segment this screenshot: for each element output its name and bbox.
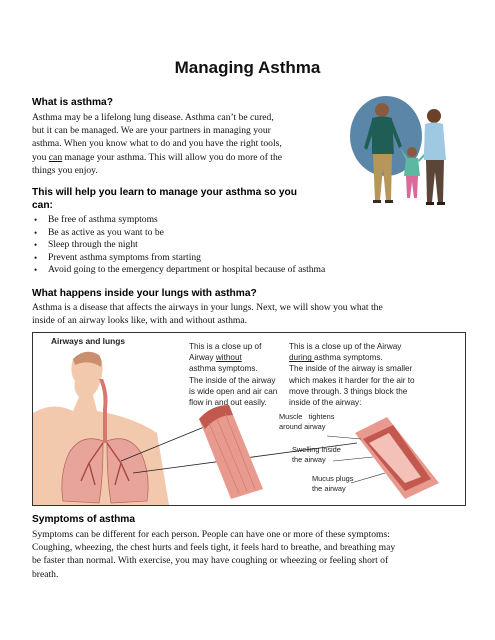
text-line: inside of an airway looks like, with and without asthma. xyxy=(32,315,248,327)
emphasis-can: can xyxy=(48,151,63,163)
callout-line-text: around airway xyxy=(279,422,326,431)
emphasis-during: during xyxy=(289,353,315,363)
text-line: This is a close up of xyxy=(189,342,262,351)
text-line: This is a close up of the Airway xyxy=(289,342,402,351)
text-fragment: you xyxy=(32,151,47,163)
father-shoe xyxy=(373,200,381,203)
child-shirt xyxy=(404,158,420,176)
inside-heading: What happens inside your lungs with asthma? xyxy=(32,288,257,299)
bullet-item: • Prevent asthma symptoms from starting xyxy=(32,252,472,265)
text-line: but it can be managed. We are your partners in managing your xyxy=(32,125,271,137)
father-pants xyxy=(373,154,392,200)
bullet-item: • Avoid going to the emergency department or hospital because of asthma xyxy=(32,264,472,277)
father-shoe xyxy=(385,200,393,203)
callout-swelling xyxy=(292,445,341,465)
text-line: asthma. When you know what to do and you have the right tools, xyxy=(32,138,282,150)
text-line: inside of the airway: xyxy=(289,398,362,408)
text-line: The inside of the airway is smaller xyxy=(289,364,413,374)
text-fragment: Airway xyxy=(189,353,216,363)
text-line: be faster than normal. With exercise, you may have coughing or wheezing or feeling short of xyxy=(32,555,389,567)
text-line xyxy=(32,151,332,164)
callout-line-text: Mucus plugs xyxy=(312,474,354,483)
callout-muscle xyxy=(279,412,334,432)
mother-shoe xyxy=(426,202,434,205)
symptoms-paragraph xyxy=(32,528,482,581)
text-line: Asthma may be a lifelong lung disease. Asthma can’t be cured, xyxy=(32,112,274,123)
text-line: flow in and out easily. xyxy=(189,398,267,408)
text-line: Asthma is a disease that affects the airways in your lungs. Next, we will show you what the xyxy=(32,302,383,313)
text-line: Coughing, wheezing, the chest hurts and feels tight, it feels hard to breathe, and breathing may xyxy=(32,542,396,554)
child-head xyxy=(407,147,417,157)
father-head xyxy=(375,103,389,117)
text-fragment: asthma symptoms. xyxy=(314,353,383,363)
child-pants xyxy=(406,176,418,198)
callout-line xyxy=(327,436,361,439)
callout-mucus xyxy=(312,474,354,494)
mother-head xyxy=(427,109,441,123)
callout-line-text: the airway xyxy=(292,455,326,464)
callout-line-text: the airway xyxy=(312,484,346,493)
learn-heading xyxy=(32,186,362,212)
inside-paragraph xyxy=(32,301,482,327)
mother-shoe xyxy=(437,202,445,205)
text-line: is wide open and air can xyxy=(189,386,278,396)
callout-line-text: Muscle tightens xyxy=(279,412,335,421)
symptoms-heading: Symptoms of asthma xyxy=(32,514,136,525)
learn-bullet-list xyxy=(32,214,472,277)
text-line: breath. xyxy=(32,568,59,580)
text-line: Symptoms can be different for each person. People can have one or more of these symptoms: xyxy=(32,529,390,540)
heading-line: This will help you learn to manage your asthma so you xyxy=(32,187,297,198)
text-line xyxy=(289,352,459,363)
what-is-paragraph xyxy=(32,111,332,177)
text-line: things you enjoy. xyxy=(32,164,98,176)
mother-pants xyxy=(426,160,444,202)
callout-line-text: Swelling inside xyxy=(292,445,341,454)
bullet-item: • Be as active as you want to be xyxy=(32,227,472,240)
during-symptoms-text xyxy=(289,341,459,408)
text-fragment: manage your asthma. This will allow you do more of the xyxy=(62,151,283,163)
text-line: move through. 3 things block the xyxy=(289,386,408,396)
text-line: The inside of the airway xyxy=(189,375,276,385)
heading-line: can: xyxy=(32,200,53,211)
callout-line xyxy=(351,473,385,483)
emphasis-without: without xyxy=(215,353,242,363)
figure-label: Airways and lungs xyxy=(51,336,125,346)
what-is-heading: What is asthma? xyxy=(32,97,113,108)
airways-figure xyxy=(32,332,466,506)
text-line: which makes it harder for the air to xyxy=(289,375,415,385)
text-line: asthma symptoms. xyxy=(189,364,258,374)
page-title: Managing Asthma xyxy=(174,58,321,77)
bullet-item: • Sleep through the night xyxy=(32,239,472,252)
father-shirt xyxy=(372,117,394,155)
bullet-item: • Be free of asthma symptoms xyxy=(32,214,472,227)
